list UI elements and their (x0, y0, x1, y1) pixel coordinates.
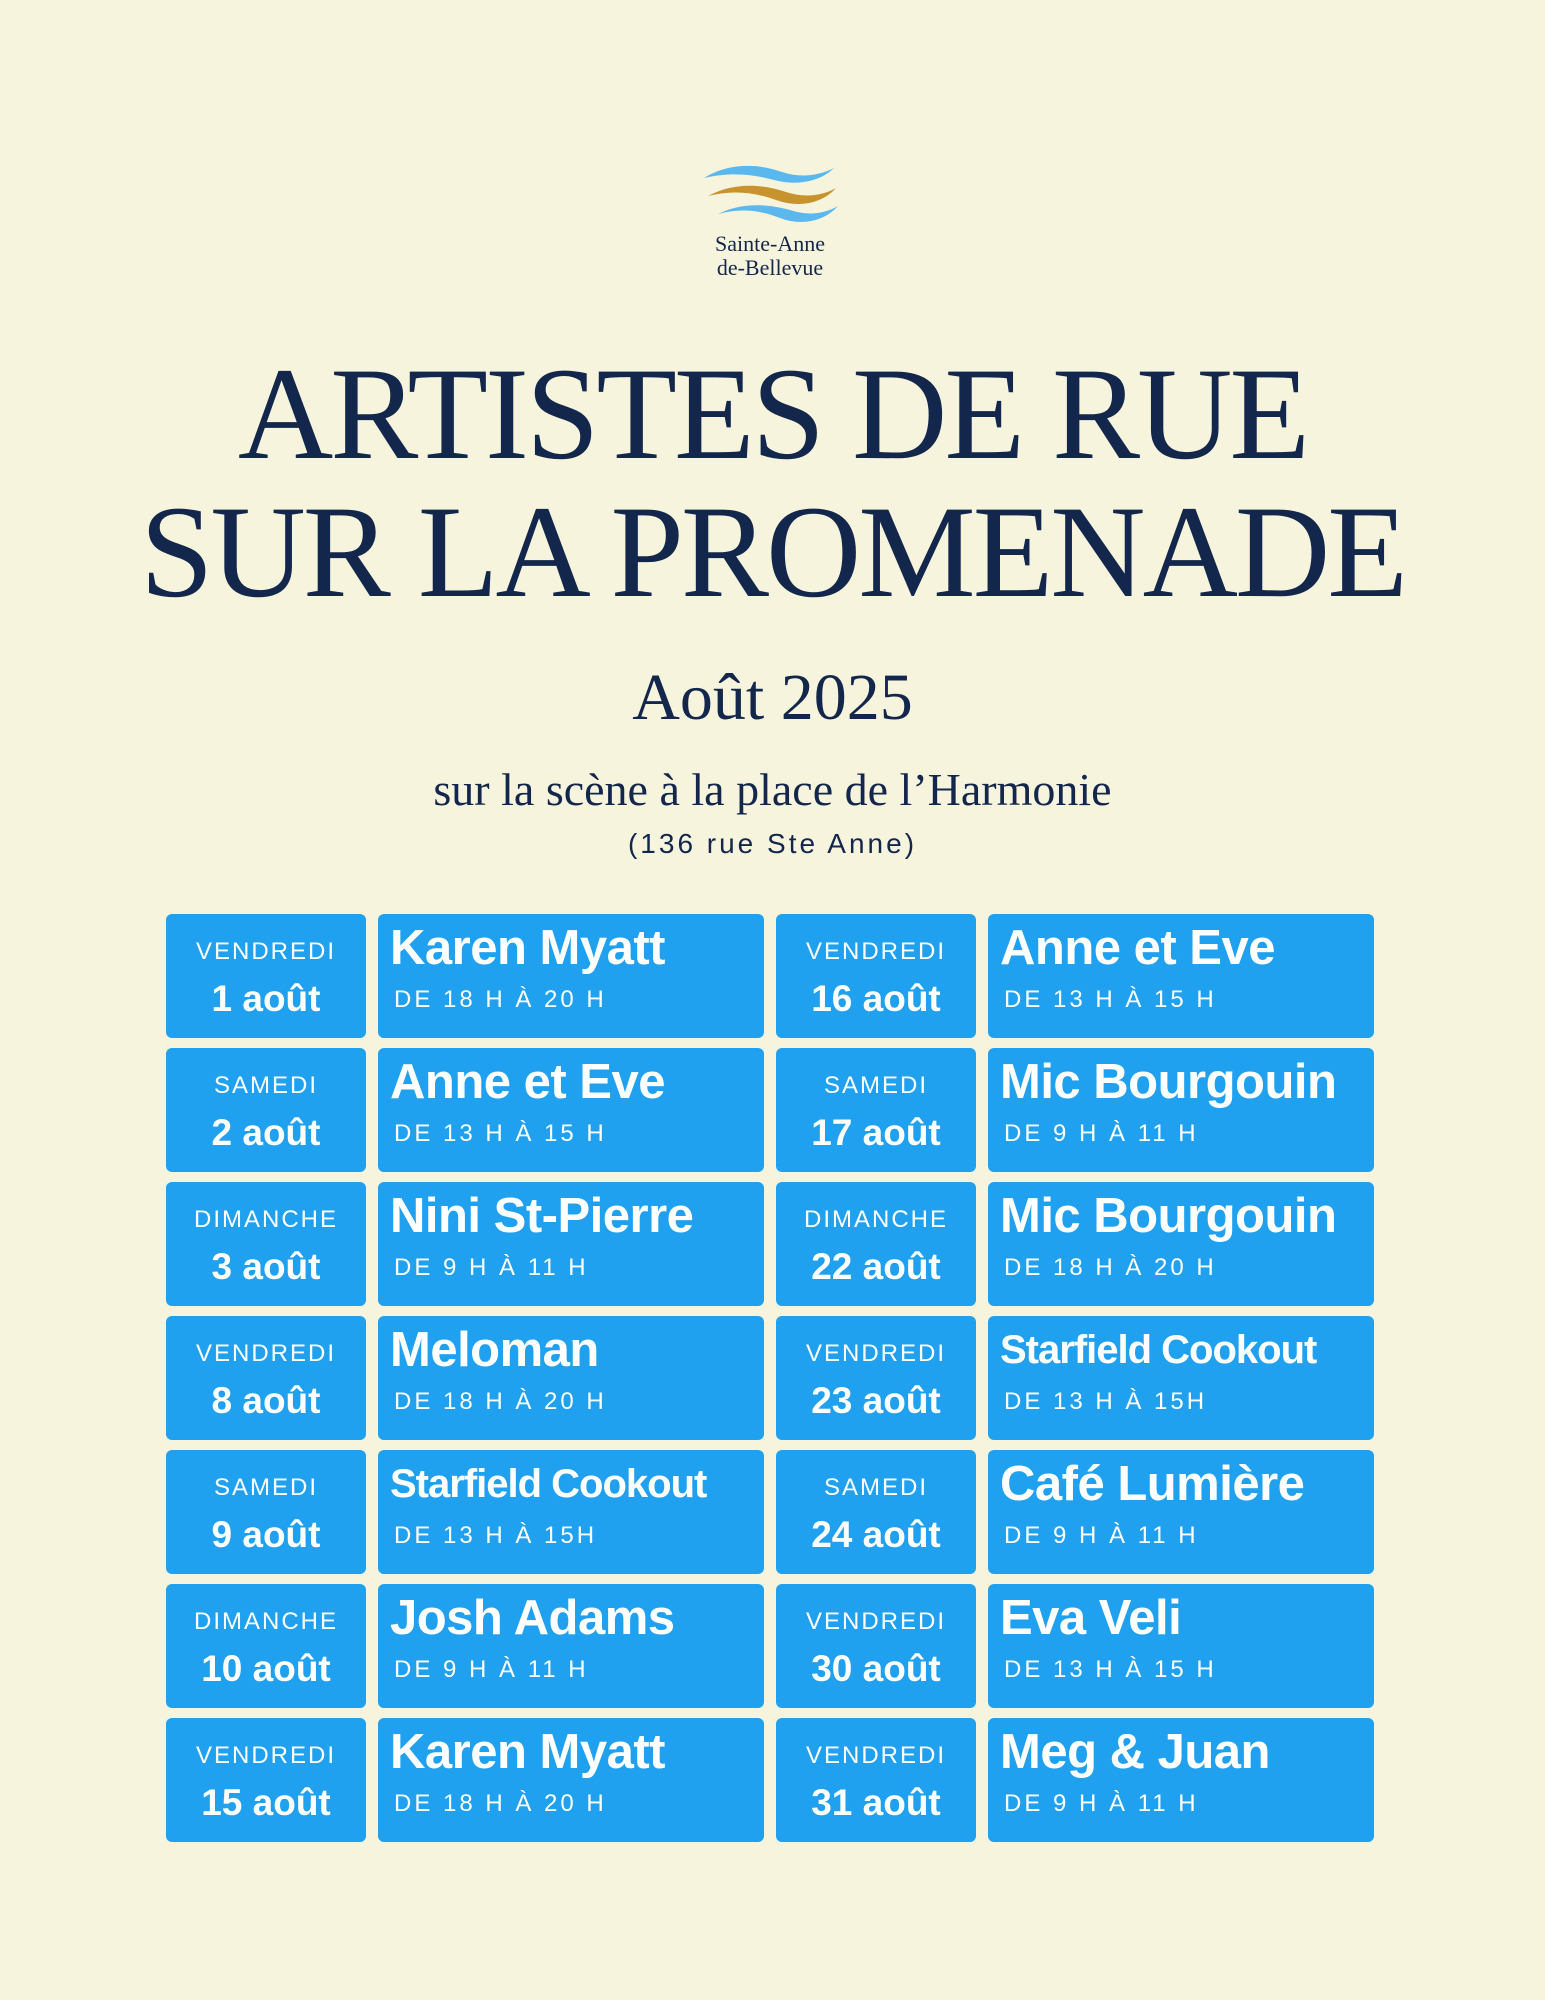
performance-time: DE 18 H À 20 H (394, 986, 607, 1013)
venue-text: sur la scène à la place de l’Harmonie (433, 764, 1112, 815)
date-cell (776, 1316, 976, 1440)
day-date: 9 août (211, 1514, 321, 1555)
artist-cell (988, 1450, 1374, 1574)
performance-time: DE 9 H À 11 H (394, 1254, 589, 1281)
date-cell (166, 1182, 366, 1306)
address-text: (136 rue Ste Anne) (627, 828, 918, 859)
day-name: VENDREDI (805, 938, 947, 965)
performance-time: DE 13 H À 15H (394, 1522, 598, 1549)
artist-cell (988, 1182, 1374, 1306)
day-name: DIMANCHE (803, 1206, 948, 1233)
artist-name: Josh Adams (390, 1591, 675, 1645)
day-date: 8 août (211, 1380, 321, 1421)
performance-time: DE 13 H À 15 H (1004, 1656, 1217, 1683)
performance-time: DE 9 H À 11 H (1004, 1790, 1199, 1817)
artist-cell (378, 1316, 764, 1440)
month-heading: Août 2025 (632, 661, 913, 734)
date-cell (166, 914, 366, 1038)
day-date: 3 août (211, 1246, 321, 1287)
day-date: 2 août (211, 1112, 321, 1153)
artist-cell (378, 914, 764, 1038)
artist-name: Café Lumière (1000, 1457, 1305, 1511)
page-title (0, 340, 1545, 625)
artist-name: Karen Myatt (390, 921, 665, 975)
date-cell (776, 1718, 976, 1842)
date-cell (776, 1584, 976, 1708)
performance-time: DE 18 H À 20 H (394, 1790, 607, 1817)
day-date: 23 août (811, 1380, 941, 1421)
artist-cell (988, 1048, 1374, 1172)
performance-time: DE 13 H À 15 H (1004, 986, 1217, 1013)
title-line-1: ARTISTES DE RUE (237, 340, 1308, 487)
artist-name: Meg & Juan (1000, 1725, 1270, 1779)
day-name: VENDREDI (805, 1608, 947, 1635)
day-name: DIMANCHE (193, 1206, 338, 1233)
day-name: SAMEDI (823, 1474, 928, 1501)
day-date: 30 août (811, 1648, 941, 1689)
artist-name: Eva Veli (1000, 1591, 1182, 1645)
day-date: 1 août (211, 978, 321, 1019)
artist-name: Anne et Eve (1000, 921, 1275, 975)
artist-cell (988, 1584, 1374, 1708)
date-cell (166, 1450, 366, 1574)
artist-name: Meloman (390, 1323, 599, 1377)
title-line-2: SUR LA PROMENADE (140, 478, 1405, 625)
artist-cell (378, 1450, 764, 1574)
date-cell (776, 1182, 976, 1306)
logo-line-2: de-Bellevue (716, 255, 824, 280)
logo-line-1: Sainte-Anne (715, 231, 825, 256)
day-date: 24 août (811, 1514, 941, 1555)
performance-time: DE 9 H À 11 H (394, 1656, 589, 1683)
artist-cell (988, 914, 1374, 1038)
day-name: SAMEDI (213, 1474, 318, 1501)
day-name: VENDREDI (195, 1340, 337, 1367)
artist-cell (378, 1048, 764, 1172)
day-date: 22 août (811, 1246, 941, 1287)
day-name: DIMANCHE (193, 1608, 338, 1635)
performance-time: DE 9 H À 11 H (1004, 1522, 1199, 1549)
date-cell (776, 1048, 976, 1172)
date-cell (776, 1450, 976, 1574)
day-name: VENDREDI (195, 938, 337, 965)
day-name: VENDREDI (805, 1742, 947, 1769)
artist-cell (988, 1316, 1374, 1440)
day-name: VENDREDI (805, 1340, 947, 1367)
artist-cell (988, 1718, 1374, 1842)
artist-cell (378, 1584, 764, 1708)
logo (690, 160, 850, 300)
day-date: 31 août (811, 1782, 941, 1823)
date-cell (166, 1584, 366, 1708)
artist-name: Mic Bourgouin (1000, 1189, 1337, 1243)
artist-name: Nini St-Pierre (390, 1189, 694, 1243)
day-name: SAMEDI (823, 1072, 928, 1099)
date-cell (166, 1048, 366, 1172)
day-name: VENDREDI (195, 1742, 337, 1769)
date-cell (776, 914, 976, 1038)
artist-name: Anne et Eve (390, 1055, 665, 1109)
artist-name: Starfield Cookout (390, 1462, 707, 1506)
artist-name: Karen Myatt (390, 1725, 665, 1779)
performance-time: DE 18 H À 20 H (1004, 1254, 1217, 1281)
artist-cell (378, 1718, 764, 1842)
artist-cell (378, 1182, 764, 1306)
day-date: 17 août (811, 1112, 941, 1153)
waves-logo-icon (700, 160, 840, 226)
date-cell (166, 1316, 366, 1440)
day-name: SAMEDI (213, 1072, 318, 1099)
day-date: 10 août (201, 1648, 331, 1689)
performance-time: DE 13 H À 15 H (394, 1120, 607, 1147)
date-cell (166, 1718, 366, 1842)
artist-name: Mic Bourgouin (1000, 1055, 1337, 1109)
performance-time: DE 18 H À 20 H (394, 1388, 607, 1415)
day-date: 16 août (811, 978, 941, 1019)
performance-time: DE 9 H À 11 H (1004, 1120, 1199, 1147)
performance-time: DE 13 H À 15H (1004, 1388, 1208, 1415)
artist-name: Starfield Cookout (1000, 1328, 1317, 1372)
day-date: 15 août (201, 1782, 331, 1823)
